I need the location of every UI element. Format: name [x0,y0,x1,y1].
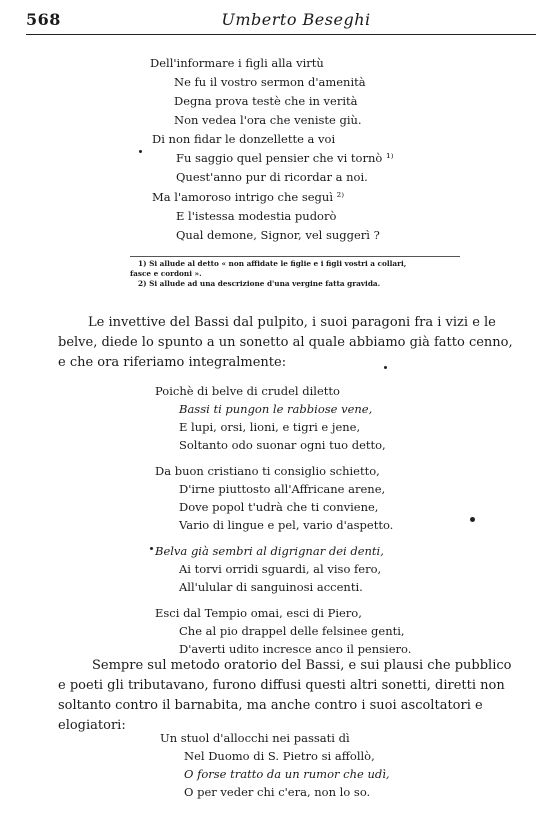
verse-line: D'averti udito incresce anco il pensiero. [179,642,412,656]
page-number: 568 [26,10,61,29]
prose-line: e poeti gli tributavano, furono diffusi questi altri sonetti, diretti non [58,678,505,693]
verse-line: E l'istessa modestia pudorò [176,209,337,223]
footnotes [130,256,460,289]
ink-speck [384,366,387,369]
verse-line: All'ulular di sanguinosi accenti. [179,580,363,594]
paragraph-invettive [58,313,518,373]
sonnet-against-bassi [155,382,411,658]
verse-line: Quest'anno pur di ricordar a noi. [176,170,368,184]
footnote-line: 2) Si allude ad una descrizione d'una vergine fatta gravida. [138,279,381,288]
verse-line: Nel Duomo di S. Pietro si affollò, [184,749,375,763]
paragraph-sempre [58,656,518,736]
verse-line: Belva già sembri al digrignar dei denti, [155,544,384,558]
prose-line: belve, diede lo spunto a un sonetto al quale abbiamo già fatto cenno, [58,335,513,350]
verse-line: Soltanto odo suonar ogni tuo detto, [179,438,386,452]
verse-line: Degna prova testè che in verità [174,94,358,108]
verse-line: D'irne piuttosto all'Affricane arene, [179,482,386,496]
verse-line: Poichè di belve di crudel diletto [155,384,340,398]
prose-line: Le invettive del Bassi dal pulpito, i suoi paragoni fra i vizi e le [88,315,496,330]
poem-stanza-2 [152,130,393,187]
verse-line: Di non fidar le donzellette a voi [152,132,336,146]
ink-speck [470,517,475,522]
prose-line: e che ora riferiamo integralmente: [58,355,287,370]
ink-speck [139,150,142,153]
verse-line: Che al pio drappel delle felsinee genti, [179,624,405,638]
verse-line: Esci dal Tempio omai, esci di Piero, [155,606,362,620]
verse-line: Dove popol t'udrà che ti conviene, [179,500,379,514]
verse-line: Vario di lingue e pel, vario d'aspetto. [179,518,394,532]
verse-line: Dell'informare i figli alla virtù [150,56,324,70]
ink-speck [150,547,153,550]
running-title: Umberto Beseghi [221,10,371,29]
poem-allocchi [160,729,390,801]
verse-line: Ne fu il vostro sermon d'amenità [174,75,366,89]
page-header [26,8,536,35]
verse-line: O per veder chi c'era, non lo so. [184,785,371,799]
verse-line: Fu saggio quel pensier che vi tornò ¹⁾ [176,151,394,165]
verse-line: Non vedea l'ora che veniste giù. [174,113,362,127]
prose-line: Sempre sul metodo oratorio del Bassi, e sui plausi che pubblico [92,658,512,673]
prose-line: soltanto contro il barnabita, ma anche contro i suoi ascoltatori e [58,698,483,713]
stanza-gap [155,534,411,542]
poem-stanza-1 [150,54,366,130]
verse-line: Ai torvi orridi sguardi, al viso fero, [179,562,382,576]
verse-line: E lupi, orsi, lioni, e tigri e jene, [179,420,361,434]
footnote-line: fasce e cordoni ». [130,269,202,278]
footnote-line: 1) Si allude al detto « non affidate le figlie e i figli vostri a collari, [138,259,407,268]
prose-line: elogiatori: [58,718,126,733]
verse-line: O forse tratto da un rumor che udì, [184,767,390,781]
verse-line: Qual demone, Signor, vel suggerì ? [176,228,380,242]
verse-line: Bassi ti pungon le rabbiose vene, [179,402,373,416]
verse-line: Ma l'amoroso intrigo che seguì ²⁾ [152,190,345,204]
stanza-gap [155,596,411,604]
verse-line: Un stuol d'allocchi nei passati dì [160,731,350,745]
verse-line: Da buon cristiano ti consiglio schietto, [155,464,380,478]
stanza-gap [155,454,411,462]
poem-stanza-3 [152,188,380,245]
